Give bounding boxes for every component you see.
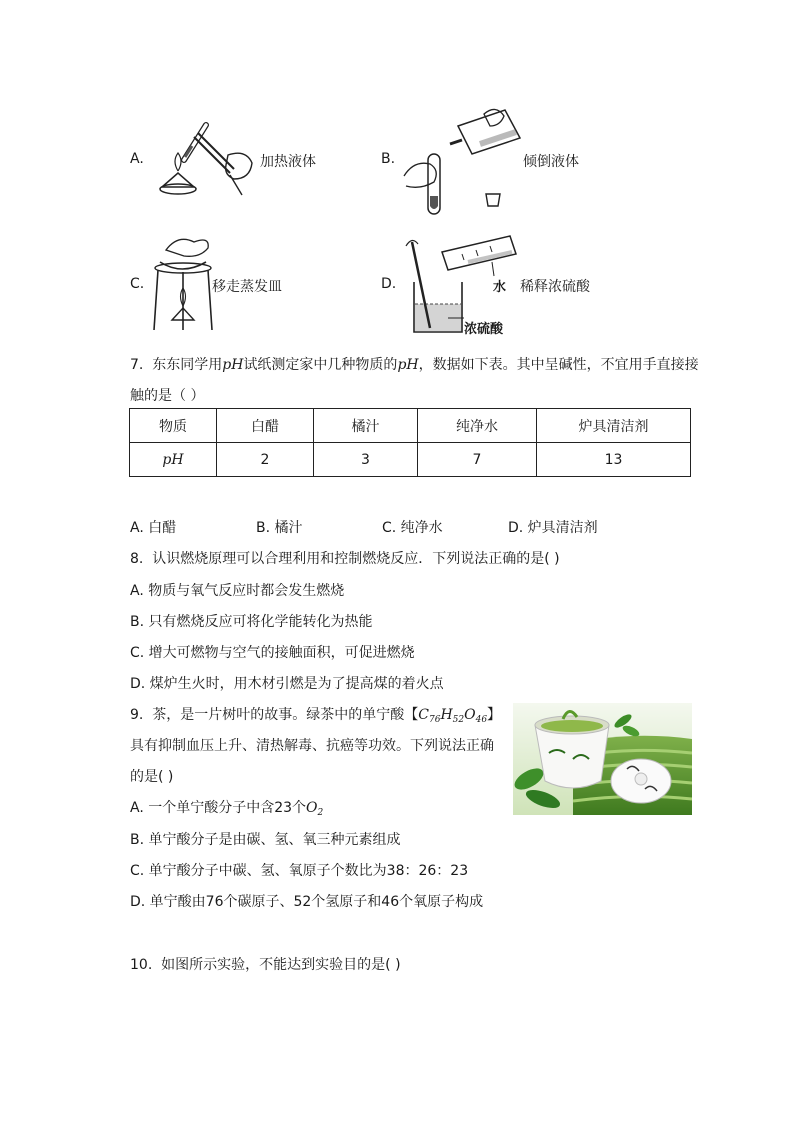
q7-option-c: C. 纯净水	[382, 520, 443, 536]
q7-number: 7.	[130, 357, 144, 373]
q7-text-pre: 东东同学用	[152, 357, 223, 373]
q7-stem-line1	[130, 354, 699, 374]
q8-text: 认识燃烧原理可以合理利用和控制燃烧反应．下列说法正确的是( )	[152, 551, 560, 567]
q8-option-b: B. 只有燃烧反应可将化学能转化为热能	[130, 614, 373, 630]
pouring-liquid-illustration	[400, 98, 530, 220]
table-header-cell: 物质	[130, 409, 217, 443]
q9-bracket-end: 】	[487, 707, 502, 723]
removing-evaporating-dish-illustration	[150, 232, 215, 334]
q10-number: 10.	[130, 957, 153, 973]
heating-liquid-illustration	[150, 115, 260, 205]
q7-text-mid: 试纸测定家中几种物质的	[243, 357, 398, 373]
q9-option-a-sub: 2	[317, 808, 324, 818]
q8-number: 8.	[130, 551, 144, 567]
table-row-label: pH	[130, 443, 217, 477]
option-d-letter: D.	[381, 276, 397, 292]
formula-h-n: 52	[452, 715, 465, 725]
q8-option-a: A. 物质与氧气反应时都会发生燃烧	[130, 583, 345, 599]
table-row	[130, 409, 691, 443]
table-cell: 7	[418, 443, 537, 477]
green-tea-cup-photo	[513, 703, 692, 815]
q9-text: 茶，是一片树叶的故事。绿茶中的单宁酸【	[152, 707, 419, 723]
q8-option-c: C. 增大可燃物与空气的接触面积，可促进燃烧	[130, 645, 415, 661]
q7-text-post: ，数据如下表。其中呈碱性，不宜用手直接接	[418, 357, 699, 373]
formula-h: H	[440, 707, 453, 723]
q9-stem-line2: 具有抑制血压上升、清热解毒、抗癌等功效。下列说法正确	[130, 738, 494, 754]
q7-option-a: A. 白醋	[130, 520, 177, 536]
option-b-caption: 倾倒液体	[523, 154, 579, 170]
table-row	[130, 443, 691, 477]
q9-stem-line3: 的是( )	[130, 769, 174, 785]
q9-option-c: C. 单宁酸分子中碳、氢、氧原子个数比为38：26：23	[130, 863, 469, 879]
q9-option-a-o: O	[306, 800, 318, 816]
q10-stem	[130, 954, 401, 974]
q7-ph-term-2: pH	[397, 357, 419, 373]
q9-stem-line1	[130, 704, 501, 725]
option-c-caption: 移走蒸发皿	[212, 279, 282, 295]
table-header-cell: 橘汁	[314, 409, 418, 443]
q7-stem-line2: 触的是（ ）	[130, 388, 205, 404]
table-header-cell: 纯净水	[418, 409, 537, 443]
q9-option-b: B. 单宁酸分子是由碳、氢、氧三种元素组成	[130, 832, 401, 848]
acid-label: 浓硫酸	[464, 322, 504, 337]
q7-ph-term: pH	[222, 357, 244, 373]
q9-formula	[418, 707, 487, 723]
q9-number: 9.	[130, 707, 144, 723]
q9-option-a	[130, 797, 323, 818]
q10-text: 如图所示实验，不能达到实验目的是( )	[161, 957, 401, 973]
option-a-caption: 加热液体	[260, 154, 316, 170]
option-a-letter: A.	[130, 151, 144, 167]
option-b-letter: B.	[381, 151, 396, 167]
q8-option-d: D. 煤炉生火时，用木材引燃是为了提高煤的着火点	[130, 676, 444, 692]
q9-option-d: D. 单宁酸由76个碳原子、52个氢原子和46个氧原子构成	[130, 894, 484, 910]
ph-table	[129, 408, 691, 477]
table-cell: 2	[217, 443, 314, 477]
table-cell: 13	[537, 443, 691, 477]
table-header-cell: 炉具清洁剂	[537, 409, 691, 443]
q7-option-d: D. 炉具清洁剂	[508, 520, 598, 536]
formula-c-n: 76	[428, 715, 441, 725]
table-header-cell: 白醋	[217, 409, 314, 443]
water-label: 水	[493, 280, 507, 295]
formula-o-n: 46	[475, 715, 488, 725]
option-c-letter: C.	[130, 276, 145, 292]
q7-option-b: B. 橘汁	[256, 520, 303, 536]
q9-option-a-text: A. 一个单宁酸分子中含23个	[130, 800, 307, 816]
formula-o: O	[464, 707, 476, 723]
table-cell: 3	[314, 443, 418, 477]
formula-c: C	[418, 707, 429, 723]
option-d-caption: 稀释浓硫酸	[520, 279, 590, 295]
q8-stem	[130, 548, 560, 568]
